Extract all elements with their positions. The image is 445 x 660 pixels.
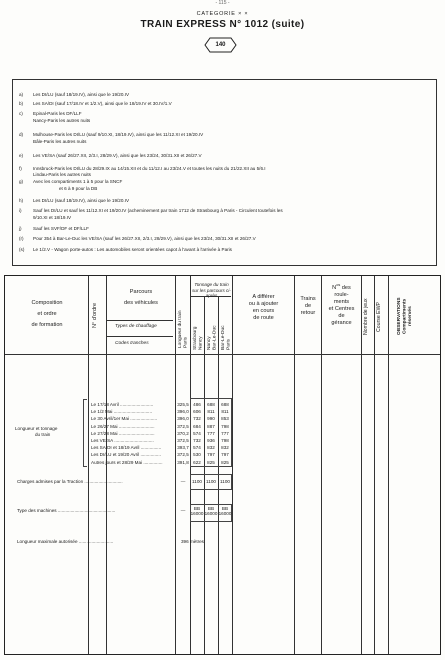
- note-text: Le 1/2.V - Wagon porte-autos : Les automobiles seront orientées capot à l'avant à l'arrivée à Paris: [33, 247, 232, 252]
- tonnage-values-box: [190, 398, 232, 467]
- header-tonnage-col-3: Bar-Le-Duc Paris: [221, 325, 232, 350]
- row-tonnage-3: 797: [221, 452, 229, 458]
- row-tonnage-1: 530: [193, 452, 201, 458]
- row-date-label: Les SA/DI et 18/19 Avril ................: [91, 445, 162, 451]
- subheader-divider: [106, 320, 173, 321]
- header-text: Composition: [31, 300, 63, 306]
- composition-table: [4, 275, 441, 655]
- note-item: [33, 139, 431, 145]
- page-title: TRAIN EXPRESS N° 1012 (suite): [140, 19, 305, 30]
- row-length: 372,5: [177, 438, 189, 443]
- note-item: [19, 132, 431, 138]
- note-text: Avec les compartiments 1 à 5 pour la SNCF: [33, 179, 123, 184]
- row-tonnage-2: 797: [207, 452, 215, 458]
- row-length: 393,7: [177, 445, 189, 451]
- note-item: [19, 198, 431, 204]
- charges-value: 1100: [206, 479, 216, 484]
- category-label: CATEGORIE × ×: [196, 11, 249, 17]
- header-text: ments: [333, 298, 350, 305]
- header-text: roule-: [334, 291, 349, 298]
- row-date-label: Autres jours et 28/29 Mai ...............: [91, 459, 163, 465]
- charges-label: Charges admises par la Traction ..............................: [17, 479, 123, 484]
- longueur-label: du train: [35, 432, 51, 437]
- note-item: [19, 247, 431, 253]
- note-item: [19, 226, 431, 232]
- longueur-max-value: 396 mètres: [181, 539, 204, 544]
- header-tonnage-col-1: Strasbourg Nancy: [193, 326, 204, 350]
- header-text: de: [304, 303, 312, 309]
- note-item: [19, 208, 431, 214]
- row-date-label: Le 17/18 Avril ..........................: [91, 402, 154, 407]
- machines-value: BB 16000: [204, 506, 218, 516]
- notes-box: [12, 79, 437, 266]
- row-tonnage-1: 486: [193, 402, 201, 407]
- note-key: b): [19, 101, 24, 106]
- note-text: Epinal-Paris les DF/LLF: [33, 111, 82, 116]
- header-text: gérance: [331, 319, 352, 326]
- charges-value: 1100: [220, 479, 230, 484]
- row-tonnage-1: 606: [193, 409, 201, 415]
- row-length: 325,5: [177, 402, 189, 407]
- column-divider: [294, 276, 295, 654]
- header-text: en cours: [252, 308, 275, 314]
- machines-value: BB 16000: [218, 506, 232, 516]
- row-tonnage-3: 777: [221, 430, 229, 436]
- row-tonnage-3: 825: [221, 459, 229, 465]
- note-key: f): [19, 166, 22, 171]
- note-text: et 6 à 9 pour la DB: [59, 186, 98, 191]
- note-text: Les VE/SA (sauf 26/27.XII, 2/3.I, 28/29.V), ainsi que les 23/24, 30/31.XII et 26/27.V: [33, 153, 202, 158]
- header-tonnage: [191, 282, 232, 299]
- row-date-label: Le 27/28 Mai ............................: [91, 430, 155, 436]
- row-tonnage-2: 990: [207, 416, 215, 422]
- row-bracket: [83, 399, 87, 467]
- header-divider: [5, 354, 440, 355]
- note-text: Mulhouse-Paris les DI/LU (sauf 9/10.XI, 18/19.IV), ainsi que les 11/12.XI et 19/20.IV: [33, 132, 204, 137]
- note-key: e): [19, 153, 24, 158]
- header-codes: Codes tranches: [115, 341, 149, 346]
- row-length: 372,5: [177, 423, 189, 429]
- subheader-divider: [106, 336, 173, 337]
- row-tonnage-2: 936: [207, 438, 215, 443]
- row-tonnage-3: 688: [221, 402, 229, 407]
- charges-length: —: [180, 479, 186, 484]
- row-date-label: Le 30 Avril/1er Mai .....................: [91, 416, 158, 422]
- note-key: i): [19, 208, 22, 213]
- note-key: a): [19, 92, 24, 97]
- row-tonnage-2: 887: [207, 423, 215, 429]
- row-tonnage-1: 622: [193, 459, 201, 465]
- header-text: Parcours: [129, 289, 153, 295]
- note-key: g): [19, 179, 24, 184]
- header-text: A différer: [252, 294, 275, 300]
- row-tonnage-3: 798: [221, 438, 229, 443]
- row-tonnage-1: 732: [193, 438, 201, 443]
- row-length: 396,0: [177, 409, 189, 415]
- header-text: des: [340, 284, 351, 291]
- row-tonnage-3: 853: [221, 416, 229, 422]
- row-length: 391,8: [177, 459, 189, 465]
- header-text: os: [336, 283, 341, 287]
- row-tonnage-1: 574: [193, 430, 201, 436]
- column-divider: [106, 276, 107, 654]
- header-text: sur les parcours ci-après: [192, 287, 231, 299]
- header-text: de route: [253, 315, 274, 321]
- header-text: et ordre: [37, 311, 57, 317]
- note-item: [33, 215, 431, 221]
- row-date-label: Les DI/LU et 19/20 Avril ................: [91, 452, 161, 458]
- row-length: 372,5: [177, 452, 189, 458]
- row-date-label: Les VE/SA ...............................: [91, 438, 154, 443]
- row-tonnage-2: 832: [207, 445, 215, 451]
- machines-value: BB 16000: [190, 506, 204, 516]
- header-tonnage-col-2: Nancy Bar-Le-Duc: [207, 325, 218, 350]
- note-item: [19, 236, 431, 242]
- note-text: Sauf les DI/LU et sauf les 11/12.XI et 19/20.IV (acheminement par train 1712 de Strasbourg à Paris - Circulent toutefois les: [33, 208, 283, 213]
- header-text: Trains: [300, 296, 316, 302]
- note-text: 9/10.XI et 18/19.IV: [33, 215, 72, 220]
- row-tonnage-2: 688: [207, 402, 215, 407]
- header-composition: [7, 300, 87, 329]
- row-tonnage-1: 732: [193, 416, 201, 422]
- note-key: c): [19, 111, 23, 116]
- note-item: [19, 179, 431, 185]
- header-longueur: Longueur du train Paris: [178, 310, 189, 348]
- note-item: [19, 92, 431, 98]
- row-tonnage-1: 684: [193, 423, 201, 429]
- header-parcours: [107, 289, 175, 307]
- header-text: retour: [300, 310, 316, 316]
- note-text: Sauf les SVF/DF et DF/LLF: [33, 226, 89, 231]
- note-item: [33, 186, 431, 192]
- header-text: ou à ajouter: [248, 301, 279, 307]
- note-text: Bâle-Paris les autres nuits: [33, 139, 87, 144]
- note-key: (r): [19, 236, 24, 241]
- note-key: (s): [19, 247, 25, 252]
- row-tonnage-2: 777: [207, 430, 215, 436]
- note-text: Les SA/DI (sauf 17/18.IV et 1/2.V), ainsi que le 18/19.IV et 30.IV/1.V: [33, 101, 172, 106]
- header-numero: N° d'ordre: [92, 302, 98, 328]
- machines-length: —: [180, 508, 186, 513]
- row-length: 396,0: [177, 416, 189, 422]
- header-roulements: [322, 282, 361, 327]
- header-chauffage: Types de chauffage: [115, 324, 157, 329]
- column-divider: [388, 276, 389, 654]
- header-text: de: [338, 312, 345, 319]
- longueur-max-label: Longueur maximale autorisée ...........................: [17, 539, 114, 544]
- column-divider: [374, 276, 375, 654]
- longueur-label: Longueur et tonnage: [15, 426, 58, 431]
- row-tonnage-2: 825: [207, 459, 215, 465]
- row-tonnage-3: 798: [221, 423, 229, 429]
- row-tonnage-2: 811: [207, 409, 215, 415]
- header-observations: OBSERVATIONS Compartiments réservés: [397, 297, 414, 335]
- header-differer: [233, 294, 294, 322]
- note-item: [19, 166, 431, 172]
- note-key: j): [19, 226, 22, 231]
- row-date-label: Le 1/2 Mai ..............................: [91, 409, 153, 415]
- header-text: N: [332, 284, 337, 291]
- note-item: [19, 111, 431, 117]
- note-item: [19, 153, 431, 159]
- note-item: [19, 101, 431, 107]
- note-text: Innsbruck-Paris les DI/LU du 28/29.IX au 14/15.XII et du 11/12.I au 23/24.V et toutes les nuits du 21/22.XII au 5/6.I: [33, 166, 266, 171]
- row-date-label: Le 26/27 Mai ............................: [91, 423, 155, 429]
- header-text: Tonnage du train: [194, 282, 229, 287]
- note-text: Les DI/LU (sauf 18/19.IV), ainsi que le 19/20.IV: [33, 198, 130, 203]
- page-badge: [204, 37, 237, 53]
- header-text: des véhicules: [124, 300, 158, 306]
- note-text: Les DI/LU (sauf 18/19.IV), ainsi que le 19/20.IV: [33, 92, 130, 97]
- header-text: de formation: [31, 322, 63, 328]
- row-tonnage-1: 574: [193, 445, 201, 451]
- badge-number: 140: [215, 42, 226, 48]
- header-course-ewp: Course EWP: [376, 302, 382, 332]
- header-text: et Centres: [328, 305, 355, 312]
- note-text: Pour 354 à Bar-Le-Duc les VE/SA (sauf les 26/27.XII, 2/3.I, 28/29.V), ainsi que les 23/24, 30/31.XII et 26/27.V: [33, 236, 256, 241]
- row-length: 370,2: [177, 430, 189, 436]
- note-text: Nancy-Paris les autres nuits: [33, 118, 91, 123]
- machines-label: Type des machines .............................................: [17, 508, 116, 513]
- note-key: h): [19, 198, 24, 203]
- column-divider: [361, 276, 362, 654]
- charges-value: 1100: [192, 479, 202, 484]
- column-divider: [88, 276, 89, 654]
- page-number: - 115 -: [215, 0, 230, 6]
- header-trains: [295, 296, 321, 317]
- note-item: [33, 118, 431, 124]
- note-text: Lindau-Paris les autres nuits: [33, 172, 91, 177]
- note-key: d): [19, 132, 24, 137]
- row-tonnage-3: 832: [221, 445, 229, 451]
- column-divider: [321, 276, 322, 654]
- note-item: [33, 172, 431, 178]
- header-nombre-jeux: Nombre de jeux: [363, 298, 369, 336]
- row-tonnage-3: 811: [221, 409, 229, 415]
